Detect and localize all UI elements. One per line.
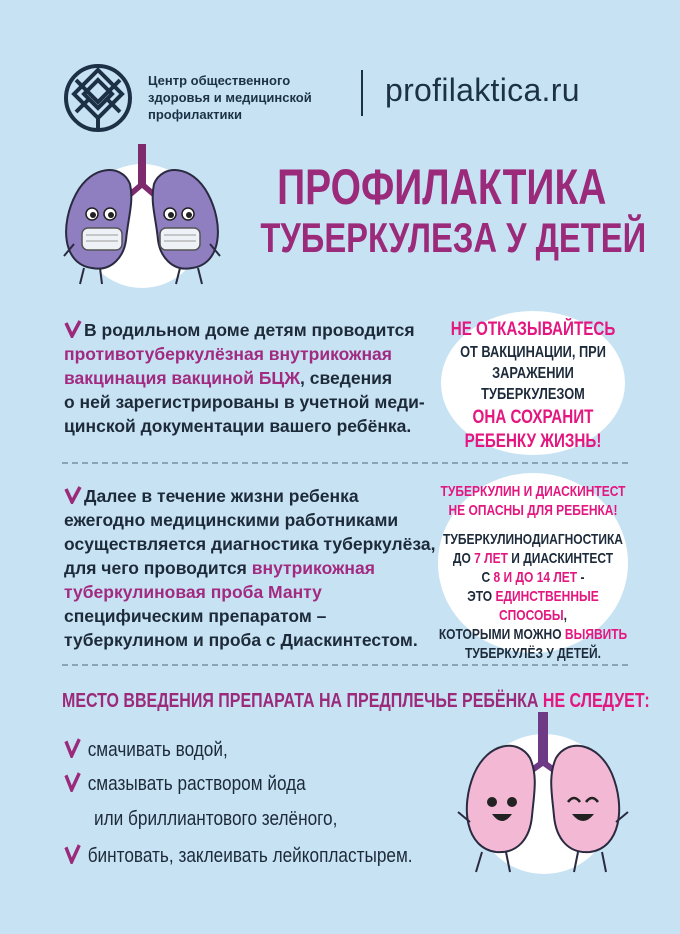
callout2-line4b: 7 ЛЕТ <box>474 550 508 567</box>
section1-line4: о ней зарегистрированы в учетной меди- <box>64 392 425 412</box>
section3-heading-highlight: НЕ СЛЕДУЕТ: <box>542 690 650 712</box>
section1-line1: В родильном доме детям проводится <box>84 320 415 340</box>
callout2-line3: ТУБЕРКУЛИНОДИАГНОСТИКА <box>443 531 623 548</box>
section1-line2: противотуберкулёзная внутрикожная <box>64 344 392 364</box>
callout1-line2: ОТ ВАКЦИНАЦИИ, ПРИ <box>460 344 606 361</box>
callout1-line3: ЗАРАЖЕНИИ ТУБЕРКУЛЕЗОМ <box>481 365 585 403</box>
callout2-line4c: И ДИАСКИНТЕСТ <box>507 550 614 567</box>
list-item <box>64 772 306 796</box>
section2-line6: специфическим препаратом – <box>64 606 327 626</box>
callout2-line7b: ВЫЯВИТЬ <box>564 626 628 643</box>
checkmark-icon <box>64 738 81 758</box>
site-link[interactable]: profilaktica.ru <box>385 72 580 108</box>
callout2-line1: ТУБЕРКУЛИН И ДИАСКИНТЕСТ <box>440 483 626 500</box>
callout2-line5b: 8 И ДО 14 ЛЕТ <box>493 569 578 586</box>
list-item-text: или бриллиантового зелёного, <box>94 808 338 830</box>
section1-text <box>64 318 444 438</box>
org-logo-icon <box>62 62 134 134</box>
list-item <box>64 738 228 762</box>
checkmark-icon <box>64 844 81 864</box>
callout2-line8: ТУБЕРКУЛЁЗ У ДЕТЕЙ. <box>464 645 601 662</box>
org-name-line1: Центр общественного <box>148 73 291 88</box>
checkmark-icon <box>64 320 82 338</box>
callout2-text <box>433 482 633 663</box>
section2-line1: Далее в течение жизни ребенка <box>84 486 359 506</box>
section3-heading-text: МЕСТО ВВЕДЕНИЯ ПРЕПАРАТА НА ПРЕДПЛЕЧЬЕ РЕБЁНКА <box>62 690 543 712</box>
section2-line2: ежегодно медицинскими работниками <box>64 510 399 530</box>
checkmark-icon <box>64 772 81 792</box>
callout1-line1: НЕ ОТКАЗЫВАЙТЕСЬ <box>450 319 616 340</box>
callout1-line4: ОНА СОХРАНИТ <box>472 407 594 428</box>
callout2-line4a: ДО <box>452 550 475 567</box>
org-name-line3: профилактики <box>148 107 242 122</box>
org-name <box>148 72 328 123</box>
callout2-line6a: ЭТО <box>467 588 496 605</box>
list-item-text: бинтовать, заклеивать лейкопластырем. <box>87 845 413 867</box>
section-divider <box>62 462 628 464</box>
list-item-text: смазывать раствором йода <box>87 773 306 795</box>
callout2-line5a: С <box>481 569 494 586</box>
section2-line7: туберкулином и проба с Диаскинтестом. <box>64 630 418 650</box>
section2-line4-highlight: внутрикожная <box>251 558 375 578</box>
list-item-continuation <box>94 808 337 831</box>
callout2-line5c: - <box>577 569 585 586</box>
section1-line3-highlight: вакцинация вакциной БЦЖ <box>64 368 301 388</box>
checkmark-icon <box>64 486 82 504</box>
callout1-line5: РЕБЕНКУ ЖИЗНЬ! <box>464 431 602 452</box>
page-title-line1: ПРОФИЛАКТИКА <box>277 159 607 215</box>
happy-lungs-illustration <box>452 712 632 882</box>
org-name-line2: здоровья и медицинской <box>148 90 312 105</box>
section3-heading <box>62 690 650 713</box>
section2-line3: осуществляется диагностика туберкулёза, <box>64 534 436 554</box>
section2-line4: для чего проводится <box>64 558 252 578</box>
callout1-text <box>441 318 625 454</box>
section1-line3: , сведения <box>300 368 393 388</box>
header-divider <box>361 70 363 116</box>
callout2-line7a: КОТОРЫМИ МОЖНО <box>438 626 565 643</box>
callout2-line6c: , <box>563 607 568 624</box>
callout2-line2: НЕ ОПАСНЫ ДЛЯ РЕБЕНКА! <box>448 502 618 519</box>
section1-line5: цинской документации вашего ребёнка. <box>64 416 412 436</box>
section2-line5: туберкулиновая проба Манту <box>64 582 322 602</box>
list-item <box>64 844 413 868</box>
callout2-line6b: ЕДИНСТВЕННЫЕ СПОСОБЫ <box>495 588 599 624</box>
section2-text <box>64 484 444 652</box>
masked-lungs-illustration <box>52 144 232 294</box>
section-divider <box>62 664 628 666</box>
page-title-line2: ТУБЕРКУЛЕЗА У ДЕТЕЙ <box>260 214 647 261</box>
list-item-text: смачивать водой, <box>87 739 228 761</box>
